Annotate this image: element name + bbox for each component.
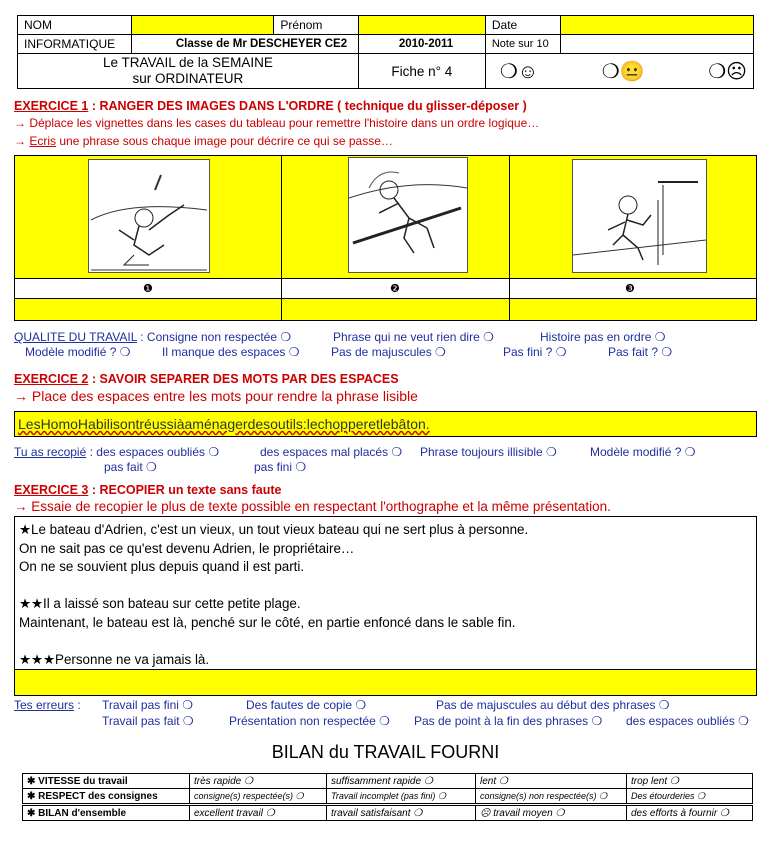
bilan-option[interactable]: des efforts à fournir ❍ (627, 805, 753, 821)
ex1-instr1: → Déplace les vignettes dans les cases du tableau pour remettre l'histoire dans un ordre logique… (14, 116, 540, 130)
smileys (485, 54, 753, 89)
text-line (19, 577, 752, 596)
ex2-title-rest: : SAVOIR SEPARER DES MOTS PAR DES ESPACES (88, 372, 399, 386)
travail-pas-fini-option[interactable]: Travail pas fini ❍ (102, 698, 194, 712)
modele-modifie-option[interactable]: Modèle modifié ? ❍ (25, 345, 131, 359)
phrase-illisible-option[interactable]: Phrase toujours illisible ❍ (420, 445, 557, 459)
instr2-rest: une phrase sous chaque image pour décrire ce qui se passe… (56, 134, 393, 148)
ex2-sentence-box[interactable] (14, 411, 757, 437)
bilan-option[interactable]: consigne(s) respectée(s) ❍ (190, 789, 327, 805)
classe-label: Classe de Mr DESCHEYER CE2 (131, 35, 358, 54)
bilan-option[interactable]: excellent travail ❍ (190, 805, 327, 821)
pas-majuscules-debut-option[interactable]: Pas de majuscules au début des phrases ❍ (436, 698, 670, 712)
pas-fini-option[interactable]: Pas fini ? ❍ (503, 345, 567, 359)
bilan-row (23, 805, 753, 821)
espaces-oublies-3-option[interactable]: des espaces oubliés ❍ (626, 714, 749, 728)
ex2-title (14, 372, 399, 386)
date-field[interactable] (560, 16, 753, 35)
text-line: ★Le bateau d'Adrien, c'est un vieux, un tout vieux bateau qui ne sert plus à personne. (19, 522, 529, 537)
pas-majuscules-option[interactable]: Pas de majuscules ❍ (331, 345, 446, 359)
bilan-row (23, 789, 753, 805)
annee-label: 2010-2011 (358, 35, 485, 54)
text-line: On ne se souvient plus depuis quand il est parti. (19, 559, 305, 574)
espaces-mal-places-option[interactable]: des espaces mal placés ❍ (260, 445, 403, 459)
nom-label: NOM (18, 16, 132, 35)
bilan-row-label: ✱ BILAN d'ensemble (23, 805, 190, 821)
ex2-sentence: LesHomoHabilisontréussiàaménagerdesoutils:lechopperetlebâton. (18, 416, 430, 432)
pas-fini-2-option[interactable]: pas fini ❍ (254, 460, 307, 474)
grid-line (281, 278, 282, 321)
bilan-option[interactable]: Travail incomplet (pas fini) ❍ (327, 789, 476, 805)
espaces-oublies-option[interactable]: : des espaces oubliés ❍ (89, 445, 220, 459)
text-line: ★★Il a laissé son bateau sur cette petite plage. (19, 596, 301, 611)
text-line: Maintenant, le bateau est là, penché sur le côté, en partie enfoncé dans le sable fin. (19, 614, 516, 630)
bilan-option[interactable]: très rapide ❍ (190, 774, 327, 789)
bilan-option[interactable]: suffisamment rapide ❍ (327, 774, 476, 789)
qualite-row1 (14, 330, 291, 344)
titre-line1: Le TRAVAIL de la SEMAINE (103, 55, 273, 70)
bilan-title: BILAN du TRAVAIL FOURNI (271, 742, 500, 762)
recopie-row1 (14, 445, 219, 459)
bilan-option[interactable]: ☹ travail moyen ❍ (476, 805, 627, 821)
bilan-table (22, 773, 753, 821)
titre-semaine (18, 54, 359, 89)
ex3-answer-box[interactable] (14, 670, 757, 696)
image-number-3: ❸ (625, 283, 635, 295)
ex2-num: EXERCICE 2 (14, 372, 89, 386)
titre-line2: sur ORDINATEUR (132, 71, 244, 86)
modele-modifie-2-option[interactable]: Modèle modifié ? ❍ (590, 445, 696, 459)
ex3-num: EXERCICE 3 (14, 483, 89, 497)
header-table (17, 15, 754, 89)
bilan-option[interactable]: consigne(s) non respectée(s) ❍ (476, 789, 627, 805)
ex1-instr2 (14, 134, 393, 148)
ex1-num: EXERCICE 1 (14, 99, 89, 113)
erreurs-label-wrap (14, 698, 81, 712)
colon: : (77, 698, 81, 712)
text-line (19, 632, 752, 651)
arrow: → (14, 134, 30, 148)
child-running-drawing (573, 160, 706, 272)
qualite-label: QUALITE DU TRAVAIL (14, 330, 137, 344)
erreurs-label: Tes erreurs (14, 698, 75, 712)
manque-espaces-option[interactable]: Il manque des espaces ❍ (162, 345, 300, 359)
image-number-1: ❶ (143, 283, 153, 295)
image-number-2: ❷ (390, 283, 400, 295)
ex3-instr: → Essaie de recopier le plus de texte possible en respectant l'orthographe et la même présentation. (14, 499, 611, 514)
vignette-jump[interactable] (348, 157, 468, 273)
travail-pas-fait-option[interactable]: Travail pas fait ❍ (102, 714, 194, 728)
ex1-title (14, 99, 527, 113)
pas-point-option[interactable]: Pas de point à la fin des phrases ❍ (414, 714, 603, 728)
ex1-title-rest: : RANGER DES IMAGES DANS L'ORDRE ( technique du glisser-déposer ) (88, 99, 527, 113)
bilan-row (23, 774, 753, 789)
fautes-copie-option[interactable]: Des fautes de copie ❍ (246, 698, 367, 712)
ex3-title (14, 483, 281, 497)
happy-smiley-icon[interactable]: ❍☺ (499, 60, 539, 83)
bilan-option[interactable]: trop lent ❍ (627, 774, 753, 789)
fiche-label: Fiche n° 4 (358, 54, 485, 89)
child-falling-drawing (89, 160, 209, 272)
sad-smiley-icon[interactable]: ❍☹ (708, 60, 747, 83)
note-field[interactable] (560, 35, 753, 54)
ecris: Ecris (29, 134, 57, 148)
neutral-smiley-icon[interactable]: ❍😐 (601, 60, 645, 83)
histoire-pas-ordre-option[interactable]: Histoire pas en ordre ❍ (540, 330, 666, 344)
nom-field[interactable] (131, 16, 274, 35)
bilan-option[interactable]: lent ❍ (476, 774, 627, 789)
prenom-field[interactable] (358, 16, 485, 35)
bilan-option[interactable]: travail satisfaisant ❍ (327, 805, 476, 821)
consigne-non-respectee-option[interactable]: : Consigne non respectée ❍ (140, 330, 292, 344)
text-line: On ne sait pas ce qu'est devenu Adrien, le propriétaire… (19, 540, 355, 556)
number-row (14, 278, 757, 299)
grid-line (509, 278, 510, 321)
bilan-row-label: ✱ VITESSE du travail (23, 774, 190, 789)
bilan-option[interactable]: Des étourderies ❍ (627, 789, 753, 805)
text-line: ★★★Personne ne va jamais là. (19, 651, 210, 667)
informatique-label: INFORMATIQUE (18, 35, 132, 54)
pas-fait-option[interactable]: Pas fait ? ❍ (608, 345, 673, 359)
ex3-text-box (14, 516, 757, 670)
note-label: Note sur 10 (485, 35, 560, 54)
prenom-label: Prénom (274, 16, 358, 35)
ex2-instr: → Place des espaces entre les mots pour rendre la phrase lisible (14, 388, 418, 404)
bilan-row-label: ✱ RESPECT des consignes (23, 789, 190, 805)
date-label: Date (485, 16, 560, 35)
recopie-label: Tu as recopié (14, 445, 87, 459)
pas-fait-2-option[interactable]: pas fait ❍ (104, 460, 157, 474)
phrase-rien-option[interactable]: Phrase qui ne veut rien dire ❍ (333, 330, 494, 344)
vignette-fall[interactable] (88, 159, 210, 273)
child-jumping-drawing (349, 158, 467, 272)
presentation-option[interactable]: Présentation non respectée ❍ (229, 714, 390, 728)
ex3-title-rest: : RECOPIER un texte sans faute (88, 483, 282, 497)
vignette-run[interactable] (572, 159, 707, 273)
